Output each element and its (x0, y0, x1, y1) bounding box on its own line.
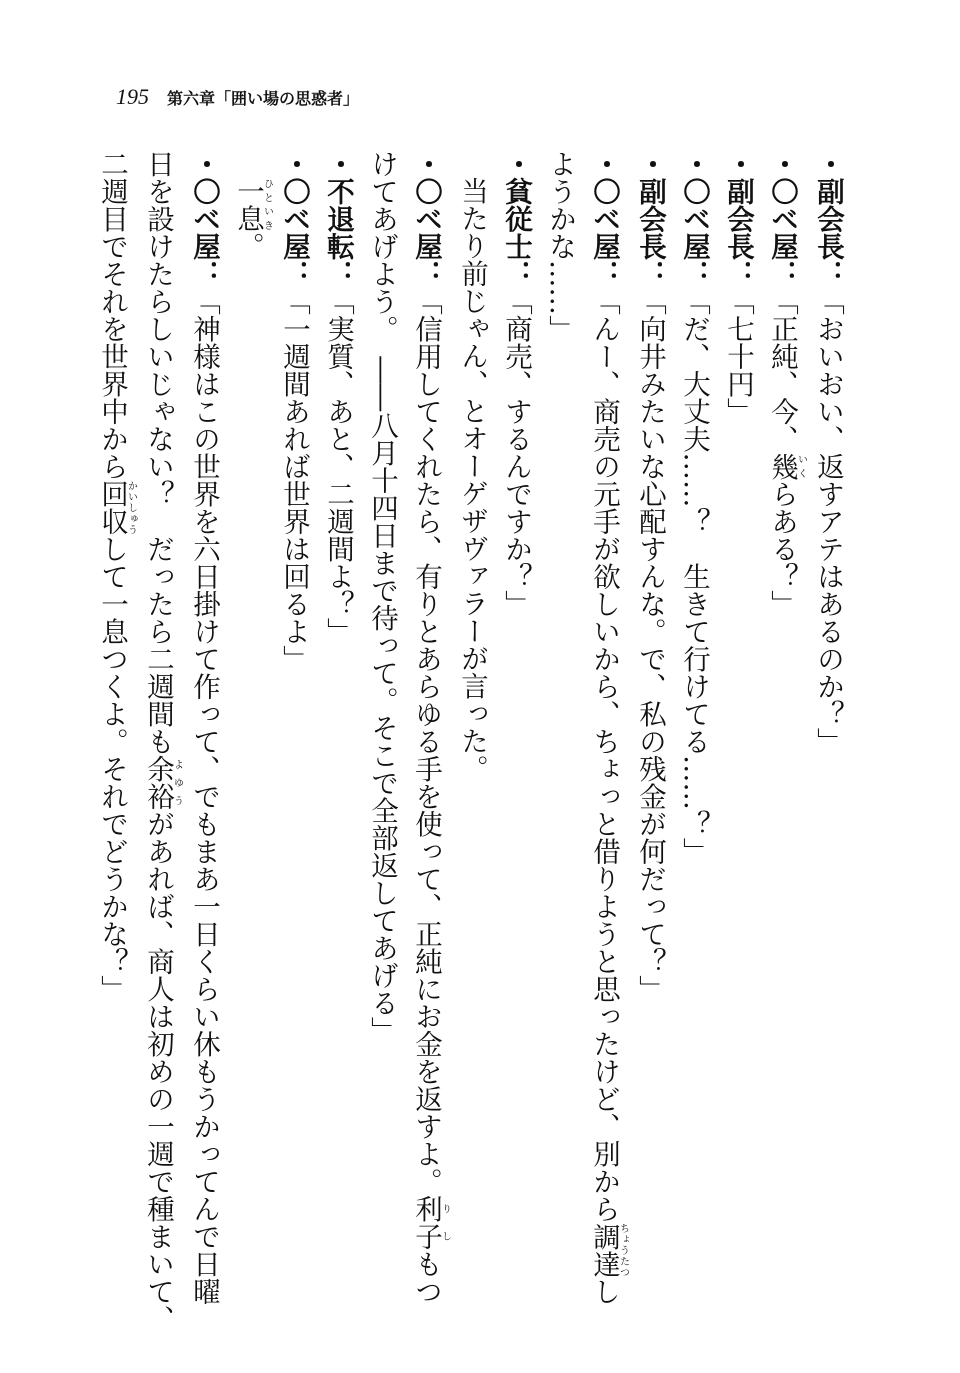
continuation-line (538, 150, 582, 1290)
dialogue-line (494, 150, 538, 1290)
dialogue-line (404, 150, 451, 1305)
line-text: があれば、商人は初めの一週で種まいて、 (142, 810, 174, 1333)
continuation-line (360, 150, 404, 1290)
line-text: し (588, 1277, 620, 1305)
ruby-word: 余裕よゆう (142, 755, 183, 810)
dialogue-line (716, 150, 760, 1290)
speaker-label: ・副会長： (722, 150, 754, 288)
line-text: 「商売、するんですか？」 (500, 287, 532, 618)
speaker-label: ・〇ベ屋： (410, 150, 442, 288)
speaker-label: ・貧従士： (500, 150, 532, 288)
dialogue-line (628, 150, 672, 1290)
line-text: けてあげよう。 ――八月十四日まで待って。そこで全部返してあげる」 (366, 150, 398, 1044)
line-text: 「七十円」 (722, 287, 754, 425)
line-text: ようかな……」 (544, 150, 576, 343)
line-text: 「向井みたいな心配すんな。で、私の残金が何だって？」 (634, 287, 666, 1003)
line-text: 「信用してくれたら、有りとあらゆる手を使って、正純にお金を返すよ。 (410, 287, 442, 1195)
line-text: 「正純、今、 (766, 287, 798, 453)
speaker-label: ・〇ベ屋： (188, 150, 220, 288)
speaker-label: ・副会長： (812, 150, 844, 288)
dialogue-line (760, 150, 806, 1290)
speaker-label: ・〇ベ屋： (678, 150, 710, 288)
furigana: よゆう (171, 755, 183, 810)
speaker-label: ・〇ベ屋： (278, 150, 310, 288)
line-text: もつ (410, 1250, 442, 1305)
narration-line (226, 150, 272, 1290)
speaker-label: ・不退転： (322, 150, 354, 288)
continuation-line (136, 150, 183, 1333)
line-text: して一息つくよ。それでどうかな？」 (96, 535, 128, 1003)
ruby-word: 調達ちょうたつ (588, 1222, 629, 1278)
dialogue-line (582, 150, 629, 1305)
chapter-title: 第六章「囲い場の思惑者」 (167, 89, 360, 108)
furigana: りし (439, 1195, 451, 1250)
line-text: 「一週間あれば世界は回るよ」 (278, 287, 310, 673)
line-text: 。 (232, 232, 264, 260)
ruby-word: 回収かいしゅう (96, 480, 137, 535)
dialogue-line (672, 150, 716, 1290)
furigana: いく (795, 452, 807, 480)
line-text: 「おいおい、返すアテはあるのか？」 (812, 287, 844, 755)
ruby-word: 利子りし (410, 1195, 451, 1250)
dialogue-line (806, 150, 850, 1290)
narration-line (450, 150, 494, 1290)
line-text: 「実質、あと、二週間よ？」 (322, 287, 354, 645)
line-text: 二週目でそれを世界中から (96, 150, 128, 480)
page-number: 195 (116, 84, 149, 109)
line-text: 「神様はこの世界を六日掛けて作って、でもまあ一日くらい休もうかってんで日曜 (188, 287, 220, 1305)
furigana: ちょうたつ (617, 1222, 629, 1278)
ruby-word: 幾いく (766, 452, 807, 480)
speaker-label: ・副会長： (634, 150, 666, 288)
speaker-label: ・〇ベ屋： (588, 150, 620, 288)
continuation-line (90, 150, 136, 1290)
vertical-text-body (96, 150, 850, 1333)
speaker-label: ・〇ベ屋： (766, 150, 798, 288)
dialogue-line (272, 150, 316, 1290)
line-text: 当たり前じゃん、とオーゲザヴァラーが言った。 (456, 177, 488, 782)
ruby-word: 一息ひといき (232, 177, 273, 232)
line-text: 「んー、商売の元手が欲しいから、ちょっと借りようと思ったけど、別から (588, 287, 620, 1223)
furigana: ひといき (261, 177, 273, 232)
line-text: らある？」 (766, 480, 798, 618)
line-text: 「だ、大丈夫……？ 生きて行けてる……？」 (678, 287, 710, 865)
furigana: かいしゅう (125, 480, 137, 535)
dialogue-line (316, 150, 360, 1290)
dialogue-line (182, 150, 226, 1305)
line-text: 日を設けたらしいじゃない？ だったら二週間も (142, 150, 174, 755)
page-header (116, 84, 359, 114)
